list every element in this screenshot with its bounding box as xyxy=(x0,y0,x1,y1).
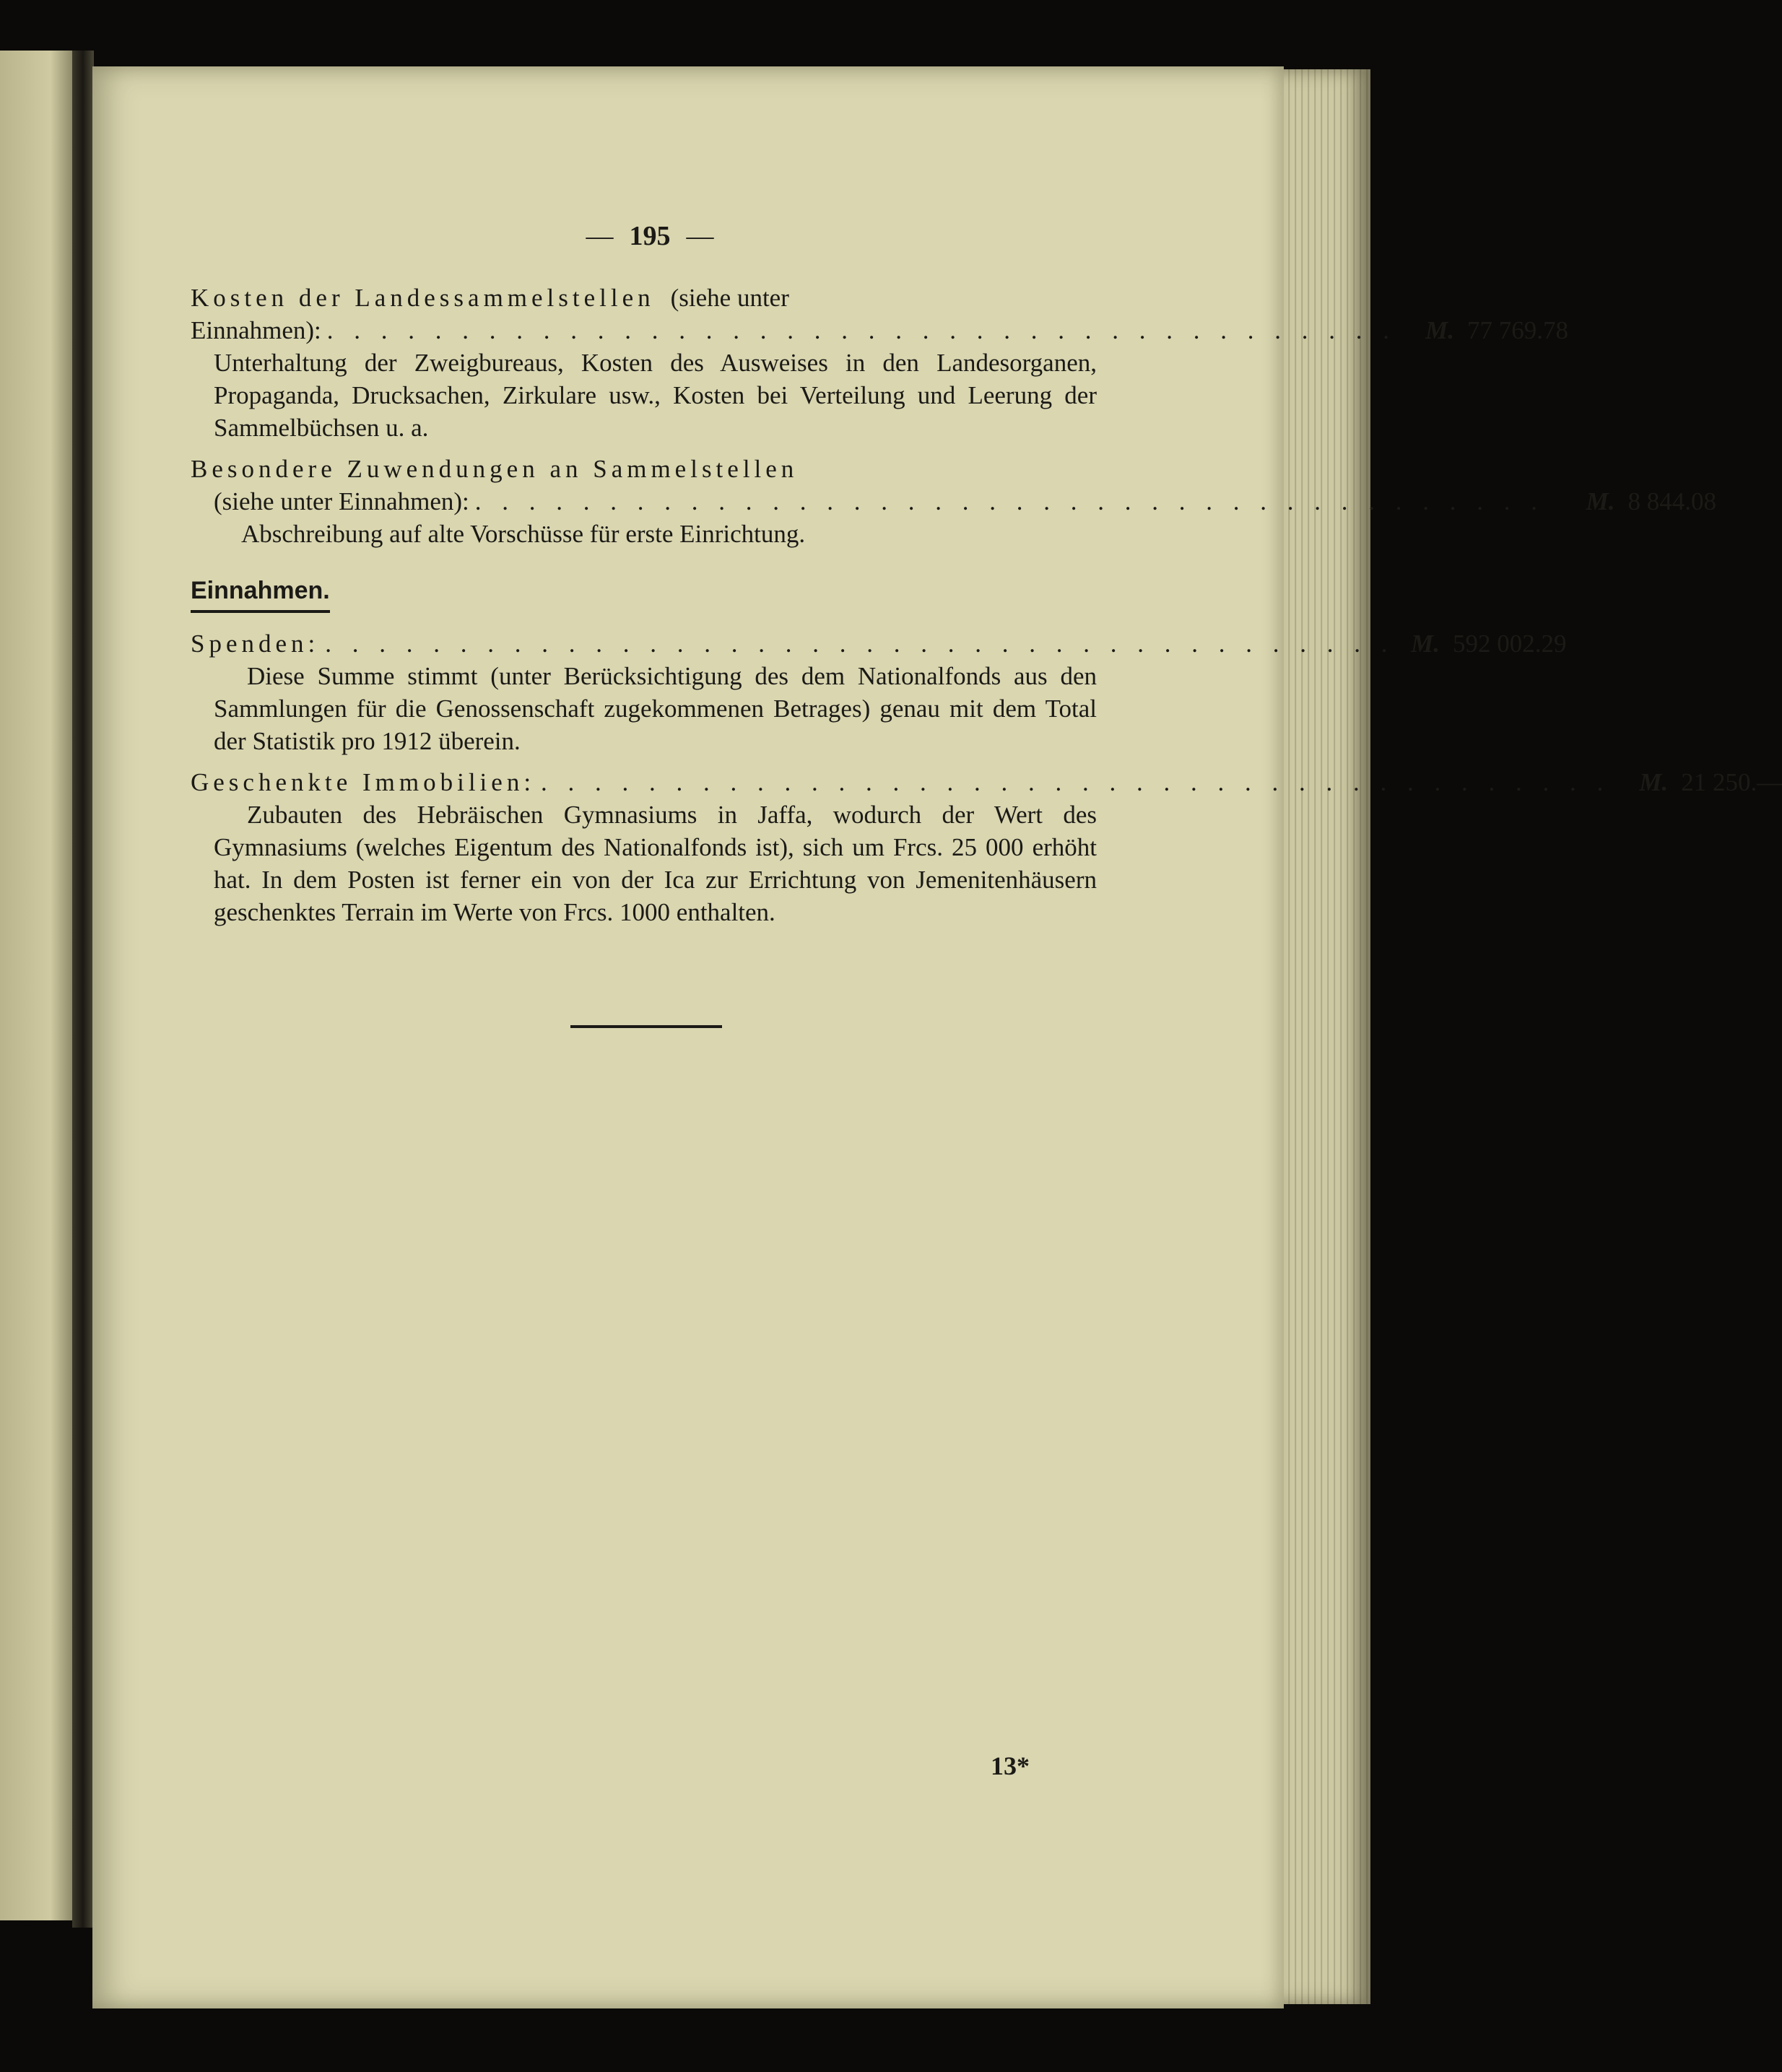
entry-amount-row xyxy=(191,766,1782,798)
entry-label: Geschenkte Immobilien: xyxy=(191,768,536,796)
income-entry-2 xyxy=(191,766,1782,928)
entry-amount-row xyxy=(191,627,1567,660)
entry-amount-cell xyxy=(1401,627,1567,660)
closing-rule xyxy=(570,1025,722,1028)
section-title-einnahmen: Einnahmen. xyxy=(191,575,330,613)
entry-description: Unterhaltung der Zweigbureaus, Kosten des Ausweises in den Landesorganen, Propaganda, Drucksachen, Zirkulare usw., Kosten bei Verteilung und Leerung der Sammelbüchsen u. a. xyxy=(214,349,1097,442)
entry-amount-row xyxy=(191,485,1717,518)
book-gutter xyxy=(72,51,94,1928)
currency-sign: M. xyxy=(1639,768,1669,796)
entry-label: (siehe unter Einnahmen): xyxy=(214,487,469,515)
entry-description: Zubauten des Hebräischen Gymnasiums in Jaffa, wodurch der Wert des Gymnasiums (welches Eigentum des Nationalfonds ist), sich um Frcs. 25 000 erhöht hat. In dem Posten ist ferner ein von der Ica zur Errichtung von Jemenitenhäusern geschenktes Terrain im Werte von Frcs. 1000 enthalten. xyxy=(214,801,1097,926)
entry-description: Abschreibung auf alte Vorschüsse für erste Einrichtung. xyxy=(241,520,806,548)
page-text xyxy=(191,282,1782,937)
entry-amount: 8 844.08 xyxy=(1627,487,1717,515)
entry-heading-suffix: (siehe unter xyxy=(670,284,789,312)
leader-dots: . . . . . . . . . . . . . . . . . . . . . . . . . . . . . . . . . . . . . . . . xyxy=(326,316,1397,344)
entry-heading-row xyxy=(191,453,1097,485)
entry-amount: 592 002.29 xyxy=(1453,630,1567,658)
page-edges xyxy=(1284,69,1370,2004)
entry-description: Diese Summe stimmt (unter Berücksichtigung des dem Nationalfonds aus den Sammlungen für die Genossenschaft zugekommenen Betrages) genau mit dem Total der Statistik pro 1912 überein. xyxy=(214,662,1097,755)
currency-sign: M. xyxy=(1586,487,1615,515)
page-number: — 195 — xyxy=(586,221,714,251)
income-entry-1 xyxy=(191,627,1567,757)
expense-entry-1 xyxy=(191,282,1569,444)
currency-sign: M. xyxy=(1425,316,1455,344)
currency-sign: M. xyxy=(1411,630,1440,658)
entry-heading-row xyxy=(191,282,1097,314)
entry-amount-cell xyxy=(1402,314,1568,347)
entry-amount: 77 769.78 xyxy=(1467,316,1569,344)
entry-label: Einnahmen): xyxy=(191,316,321,344)
entry-heading: Besondere Zuwendungen an Sammelstellen xyxy=(191,455,799,483)
entry-amount-row xyxy=(191,314,1569,347)
entry-heading: Kosten der Landessammelstellen xyxy=(191,284,655,312)
entry-amount-cell xyxy=(1616,766,1782,798)
left-page-edge xyxy=(0,51,72,1920)
entry-amount-cell xyxy=(1550,485,1716,518)
entry-amount: 21 250.— xyxy=(1681,768,1782,796)
leader-dots: . . . . . . . . . . . . . . . . . . . . . . . . . . . . . . . . . . . . . . . . xyxy=(541,768,1611,796)
expense-entry-2 xyxy=(191,453,1717,550)
leader-dots: . . . . . . . . . . . . . . . . . . . . . . . . . . . . . . . . . . . . . . . . xyxy=(474,487,1545,515)
entry-label: Spenden: xyxy=(191,630,320,658)
leader-dots: . . . . . . . . . . . . . . . . . . . . . . . . . . . . . . . . . . . . . . . . xyxy=(325,630,1395,658)
signature-mark: 13* xyxy=(991,1751,1030,1780)
